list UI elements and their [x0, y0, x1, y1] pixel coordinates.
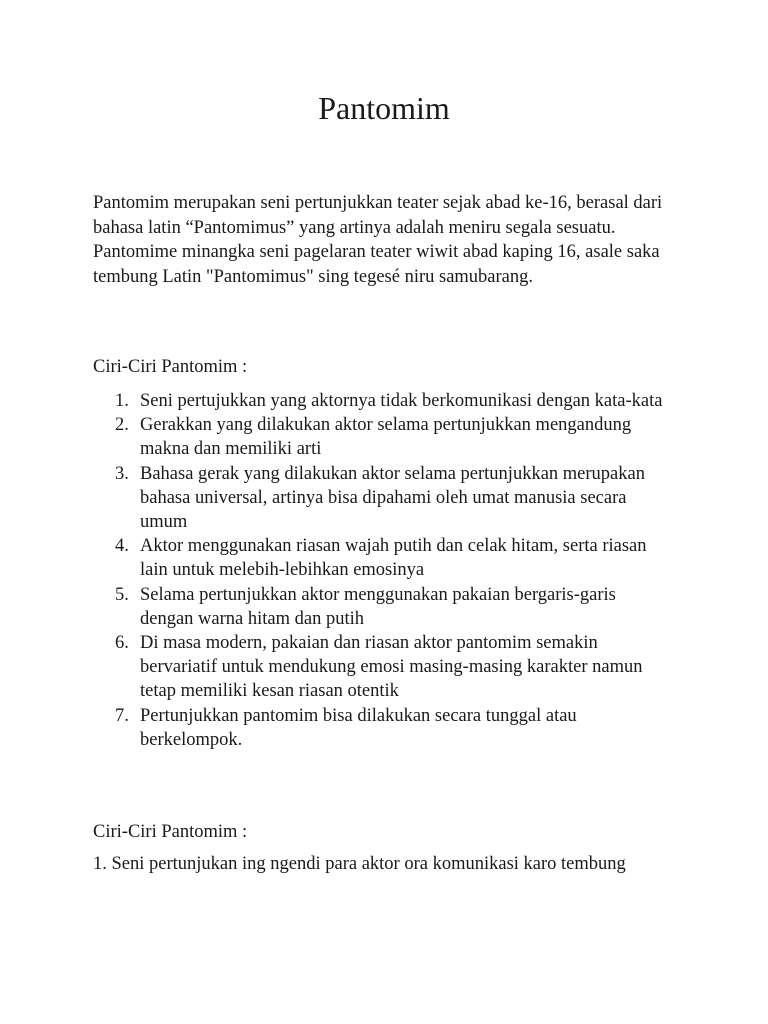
list-item-number: 2. [115, 415, 129, 436]
list-item-number: 5. [115, 584, 129, 605]
intro-paragraph: Pantomim merupakan seni pertunjukkan teater sejak abad ke-16, berasal dari bahasa latin “Pantomimus” yang artinya adalah meniru segala sesuatu. Pantomime minangka seni pagelaran teater wiwit abad kaping 16, asale saka tembung Latin "Pantomimus" sing tegesé niru samubarang. [93, 193, 663, 287]
list-item [93, 583, 673, 631]
list-item-text: Bahasa gerak yang dilakukan aktor selama pertunjukkan merupakan bahasa universal, artinya bisa dipahami oleh umat manusia secara umum [140, 463, 645, 533]
list-item-text: Seni pertujukkan yang aktornya tidak berkomunikasi dengan kata-kata [140, 391, 663, 411]
ciri-list [93, 389, 673, 752]
list-item [93, 413, 673, 461]
list-item [93, 389, 673, 413]
list-item-text: Selama pertunjukkan aktor menggunakan pakaian bergaris-garis dengan warna hitam dan putih [140, 584, 616, 629]
list-item-number: 3. [115, 463, 129, 484]
list-item-text: Gerakkan yang dilakukan aktor selama pertunjukkan mengandung makna dan memiliki arti [140, 415, 632, 460]
list-item-text: Pertunjukkan pantomim bisa dilakukan secara tunggal atau berkelompok. [140, 705, 577, 750]
list-item-number: 1. [115, 391, 129, 411]
list-item [93, 704, 673, 752]
list-item-number: 7. [115, 705, 129, 726]
list-item [93, 462, 673, 535]
javanese-list-item: 1. Seni pertunjukan ing ngendi para aktor ora komunikasi karo tembung [93, 854, 626, 874]
list-item [93, 631, 673, 704]
section-heading-ciri: Ciri-Ciri Pantomim : [93, 357, 248, 377]
list-item-text: Aktor menggunakan riasan wajah putih dan celak hitam, serta riasan lain untuk melebih-lebihkan emosinya [140, 536, 647, 581]
list-item [93, 534, 673, 582]
list-item-text: Di masa modern, pakaian dan riasan aktor pantomim semakin bervariatif untuk mendukung emosi masing-masing karakter namun tetap memiliki kesan riasan otentik [140, 633, 643, 702]
list-item-number: 6. [115, 633, 129, 654]
section-heading-ciri-javanese: Ciri-Ciri Pantomim : [93, 822, 248, 842]
document-title: Pantomim [318, 90, 450, 126]
list-item-number: 4. [115, 536, 129, 557]
